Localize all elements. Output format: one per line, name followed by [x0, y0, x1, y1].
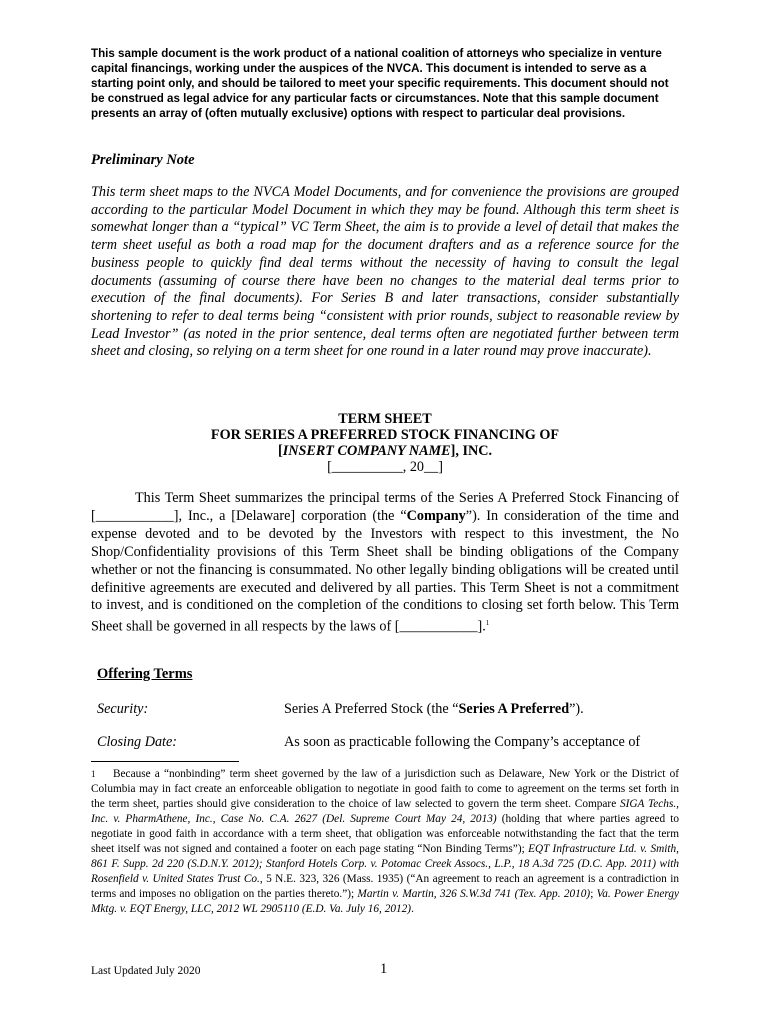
footnote-text-5: .: [411, 903, 414, 915]
footnote-reference[interactable]: 1: [485, 619, 490, 628]
offering-terms-heading: Offering Terms: [97, 666, 193, 682]
footnote-number: 1: [91, 769, 96, 779]
footnote-text-1: Because a “nonbinding” term sheet governed by the law of a jurisdiction such as Delaware, New York or the District of Columbia may in fact create an enforceable obligation to negotiate in good faith to come to agreement on the terms set forth in the term sheet, parties should give consideration to the choice of law selected to govern the term sheet. Compare: [91, 768, 679, 810]
disclaimer-paragraph: This sample document is the work product of a national coalition of attorneys who specialize in venture capital financings, working under the auspices of the NVCA. This document is intended to serve as a starting point only, and should be tailored to meet your specific requirements. This document should not be construed as legal advice for any particular facts or circumstances. Note that this sample document presents an array of (often mutually exclusive) options with respect to particular deal provisions.: [91, 47, 669, 120]
intro-text-part1: This Term Sheet summarizes the principal terms of the Series A Preferred Stock Financing of [___________], Inc., a [Delaware] corporation (the “: [91, 490, 679, 524]
security-value-post: ”).: [569, 701, 584, 717]
closing-date-label: Closing Date:: [97, 734, 177, 750]
footnote-text-2: (holding that where parties agreed to negotiate in good faith in accordance with a term sheet, that obligation was enforceable notwithstanding the fact that the term sheet itself was not signed and contained a footer on each page stating “Non Binding Terms”);: [91, 813, 679, 855]
intro-company-defined-term: Company: [406, 507, 466, 524]
footnote-case-4: Va. Power Energy Mktg. v. EQT Energy, LLC, 2012 WL 2905110 (E.D. Va. July 16, 2012): [91, 888, 680, 915]
security-value: [284, 701, 584, 718]
term-sheet-intro-paragraph: [91, 490, 679, 637]
footnote-case-3: Martin v. Martin, 326 S.W.3d 741 (Tex. App. 2010): [357, 888, 591, 900]
company-bracket-open: [: [277, 443, 283, 459]
security-defined-term: Series A Preferred: [458, 701, 570, 717]
preliminary-note-title: Preliminary Note: [91, 152, 195, 168]
company-name-placeholder: INSERT COMPANY NAME: [282, 443, 451, 459]
last-updated-footer: Last Updated July 2020: [91, 965, 201, 977]
page-number: 1: [380, 961, 388, 977]
company-name-line: [91, 443, 679, 459]
term-sheet-subtitle: FOR SERIES A PREFERRED STOCK FINANCING OF: [210, 427, 560, 443]
security-label: Security:: [97, 701, 149, 717]
term-sheet-title: TERM SHEET: [338, 411, 432, 427]
security-value-pre: Series A Preferred Stock (the “: [284, 701, 459, 717]
footnote-separator: [91, 761, 239, 762]
footnote-1: [91, 767, 679, 917]
term-sheet-title-block: [91, 411, 679, 475]
footnote-text-4: ;: [590, 888, 597, 900]
closing-date-value: As soon as practicable following the Company’s acceptance of: [284, 734, 641, 750]
footnote-case-1: SIGA Techs., Inc. v. PharmAthene, Inc., Case No. C.A. 2627 (Del. Supreme Court May 24, 2013): [91, 798, 679, 825]
intro-text-part2: ”). In consideration of the time and expense devoted and to be devoted by the Investors with respect to this investment, the No Shop/Confidentiality provisions of this Term Sheet shall be binding obligations of the Company whether or not the financing is consummated. No other legally binding obligations will be created until definitive agreements are executed and delivered by all parties. This Term Sheet is not a commitment to invest, and is conditioned on the completion of the conditions to closing set forth below. This Term Sheet shall be governed in all respects by the laws of [___________].: [91, 507, 679, 636]
preliminary-note-body: This term sheet maps to the NVCA Model Documents, and for convenience the provisions are grouped according to the particular Model Document in which they may be found. Although this term sheet is somewhat longer than a “typical” VC Term Sheet, the aim is to provide a level of detail that makes the term sheet useful as both a road map for the document drafters and as a reference source for the business people to quickly find deal terms without the necessity of having to consult the legal documents (assuming of course there have been no changes to the material deal terms prior to execution of the final documents). For Series B and later transactions, consider substantially shortening to refer to deal terms being “consistent with prior rounds, subject to reasonable review by Lead Investor” (as noted in the prior sentence, deal terms often are negotiated further between term sheet and closing, so relying on a term sheet for one round in a later round may prove inaccurate).: [91, 184, 679, 360]
footnote-case-2: EQT Infrastructure Ltd. v. Smith, 861 F. Supp. 2d 220 (S.D.N.Y. 2012); Stanford Hotels Corp. v. Potomac Creek Assocs., L.P., 18 A.3d 725 (D.C. App. 2011) with Rosenfield v. United States Trust Co.: [91, 843, 679, 885]
term-sheet-date: [__________, 20__]: [327, 459, 443, 475]
footnote-text-3: , 5 N.E. 323, 326 (Mass. 1935) (“An agreement to reach an agreement is a contradiction in terms and imposes no obligation on the parties thereto.”);: [91, 873, 679, 900]
company-name-suffix: ], INC.: [450, 443, 493, 459]
